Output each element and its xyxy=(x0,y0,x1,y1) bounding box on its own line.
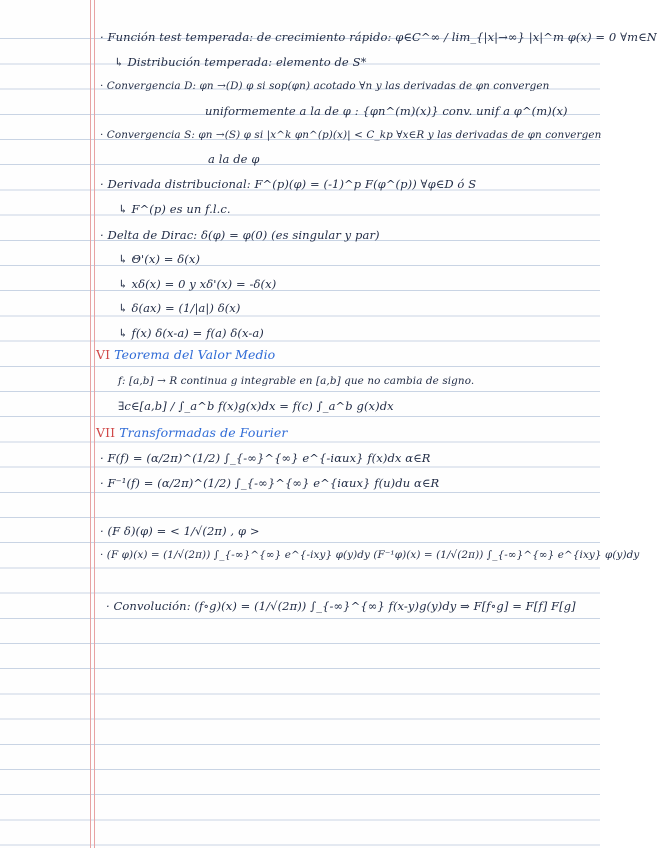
line-convergencia-d-cont: uniformemente a la de φ : {φn^(m)(x)} conv. unif a φ^(m)(x) xyxy=(205,104,568,118)
line-delta-dirac: · Delta de Dirac: δ(φ) = φ(0) (es singular y par) xyxy=(100,228,380,242)
line-derivada-distribucional: · Derivada distribucional: F^(p)(φ) = (-1)^p F(φ^(p)) ∀φ∈D ó S xyxy=(100,177,477,191)
line-convolucion: · Convolución: (f∘g)(x) = (1/√(2π)) ∫_{-∞}^{∞} f(x-y)g(y)dy ⇒ F[f∘g] = F[f] F[g] xyxy=(106,599,576,613)
line-funcion-test: · Función test temperada: de crecimiento rápido: φ∈C^∞ / lim_{|x|→∞} |x|^m φ(x) = 0 ∀m∈N xyxy=(100,30,657,44)
heading-text: Transformadas de Fourier xyxy=(119,425,288,440)
line-f-delta: ↳ f(x) δ(x-a) = f(a) δ(x-a) xyxy=(118,326,264,340)
heading-transformadas-fourier xyxy=(96,425,287,440)
heading-text: Teorema del Valor Medio xyxy=(114,347,276,362)
line-delta-ax: ↳ δ(ax) = (1/|a|) δ(x) xyxy=(118,301,241,315)
margin-line-inner xyxy=(94,0,95,848)
margin-line-outer xyxy=(90,0,91,848)
line-convergencia-s-cont: a la de φ xyxy=(208,152,260,166)
line-x-delta: ↳ xδ(x) = 0 y xδ'(x) = -δ(x) xyxy=(118,277,277,291)
heading-teorema-valor-medio xyxy=(96,347,275,362)
line-fourier-transform: · F(f) = (α/2π)^(1/2) ∫_{-∞}^{∞} e^{-iαux} f(x)dx α∈R xyxy=(100,451,431,465)
line-convergencia-s: · Convergencia S: φn →(S) φ si |x^k φn^(p)(x)| < C_kp ∀x∈R y las derivadas de φn convergen xyxy=(100,129,602,141)
line-inverse-fourier-transform: · F⁻¹(f) = (α/2π)^(1/2) ∫_{-∞}^{∞} e^{iαux} f(u)du α∈R xyxy=(100,476,440,490)
line-convergencia-d: · Convergencia D: φn →(D) φ si sop(φn) acotado ∀n y las derivadas de φn convergen xyxy=(100,80,550,92)
line-f-continua: f: [a,b] → R continua g integrable en [a,b] que no cambia de signo. xyxy=(118,375,475,387)
line-fourier-delta: · (F δ)(φ) = < 1/√(2π) , φ > xyxy=(100,524,260,538)
roman-numeral-vii: VII xyxy=(96,425,116,440)
line-fourier-phi: · (F φ)(x) = (1/√(2π)) ∫_{-∞}^{∞} e^{-ixy} φ(y)dy (F⁻¹φ)(x) = (1/√(2π)) ∫_{-∞}^{∞} e^{ixy} φ(y)dy xyxy=(100,549,640,561)
line-exists-c: ∃c∈[a,b] / ∫_a^b f(x)g(x)dx = f(c) ∫_a^b g(x)dx xyxy=(118,399,394,413)
line-distribucion-temperada: ↳ Distribución temperada: elemento de S* xyxy=(114,55,367,69)
roman-numeral-vi: VI xyxy=(96,347,111,362)
line-fp-flc: ↳ F^(p) es un f.l.c. xyxy=(118,202,231,216)
line-theta-prime: ↳ Θ'(x) = δ(x) xyxy=(118,252,201,266)
